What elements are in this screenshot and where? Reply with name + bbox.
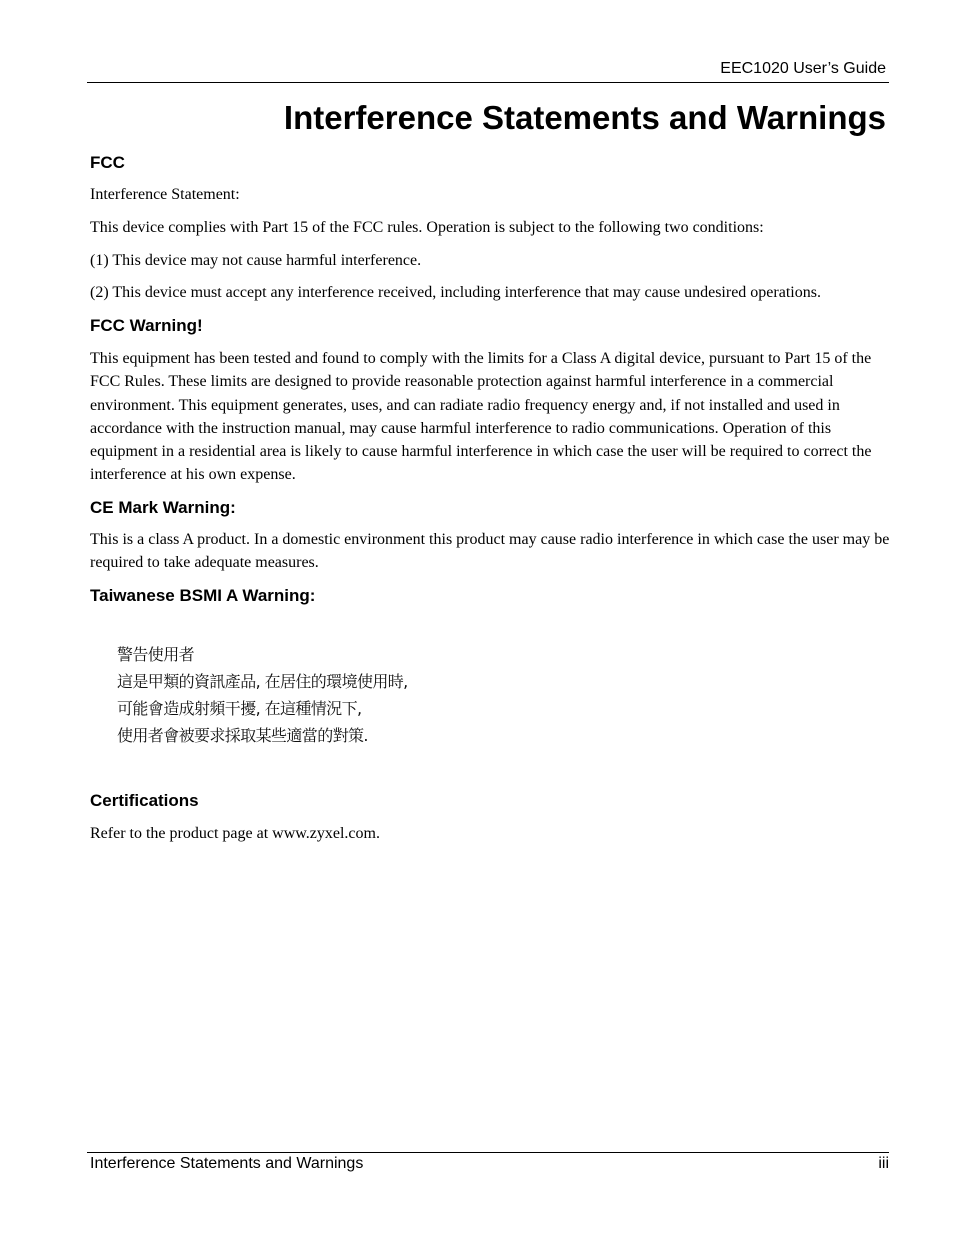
header-title: EEC1020 User’s Guide (720, 60, 886, 77)
page-header (87, 58, 889, 83)
certifications-body: Refer to the product page at www.zyxel.com. (90, 825, 380, 842)
fcc-heading: FCC (90, 153, 125, 172)
footer-section-title: Interference Statements and Warnings (90, 1155, 364, 1172)
ce-warning-heading: CE Mark Warning: (90, 498, 236, 517)
fcc-interference-label: Interference Statement: (90, 186, 240, 203)
ce-warning-body: This is a class A product. In a domestic environment this product may cause radio interference in which case the user may be required to take adequate measures. (90, 531, 890, 572)
fcc-condition-2: (2) This device must accept any interference received, including interference that may cause undesired operations. (90, 284, 821, 301)
page-number: iii (878, 1155, 889, 1172)
bsmi-warning-heading: Taiwanese BSMI A Warning: (90, 586, 316, 605)
bsmi-line: 可能會造成射頻干擾, 在這種情況下, (117, 699, 362, 718)
fcc-compliance-statement: This device complies with Part 15 of the FCC rules. Operation is subject to the following two conditions: (90, 219, 764, 236)
bsmi-line: 這是甲類的資訊產品, 在居住的環境使用時, (117, 672, 408, 691)
fcc-condition-1: (1) This device may not cause harmful interference. (90, 252, 422, 269)
fcc-warning-heading: FCC Warning! (90, 316, 203, 335)
page-title: Interference Statements and Warnings (283, 99, 886, 136)
certifications-heading: Certifications (90, 791, 199, 810)
bsmi-warning-text (117, 641, 408, 749)
bsmi-line: 使用者會被要求採取某些適當的對策. (117, 726, 368, 745)
fcc-warning-body: This equipment has been tested and found to comply with the limits for a Class A digital device, pursuant to Part 15 of the FCC Rules. These limits are designed to provide reasonable protection against harmful interference in a commercial environment. This equipment generates, uses, and can radiate radio frequency energy and, if not installed and used in accordance with the instruction manual, may cause harmful interference to radio communications. Operation of this equipment in a residential area is likely to cause harmful interference in which case the user will be required to correct the interference at his own expense. (90, 350, 872, 484)
bsmi-line: 警告使用者 (117, 645, 195, 664)
page-footer (87, 1152, 889, 1179)
